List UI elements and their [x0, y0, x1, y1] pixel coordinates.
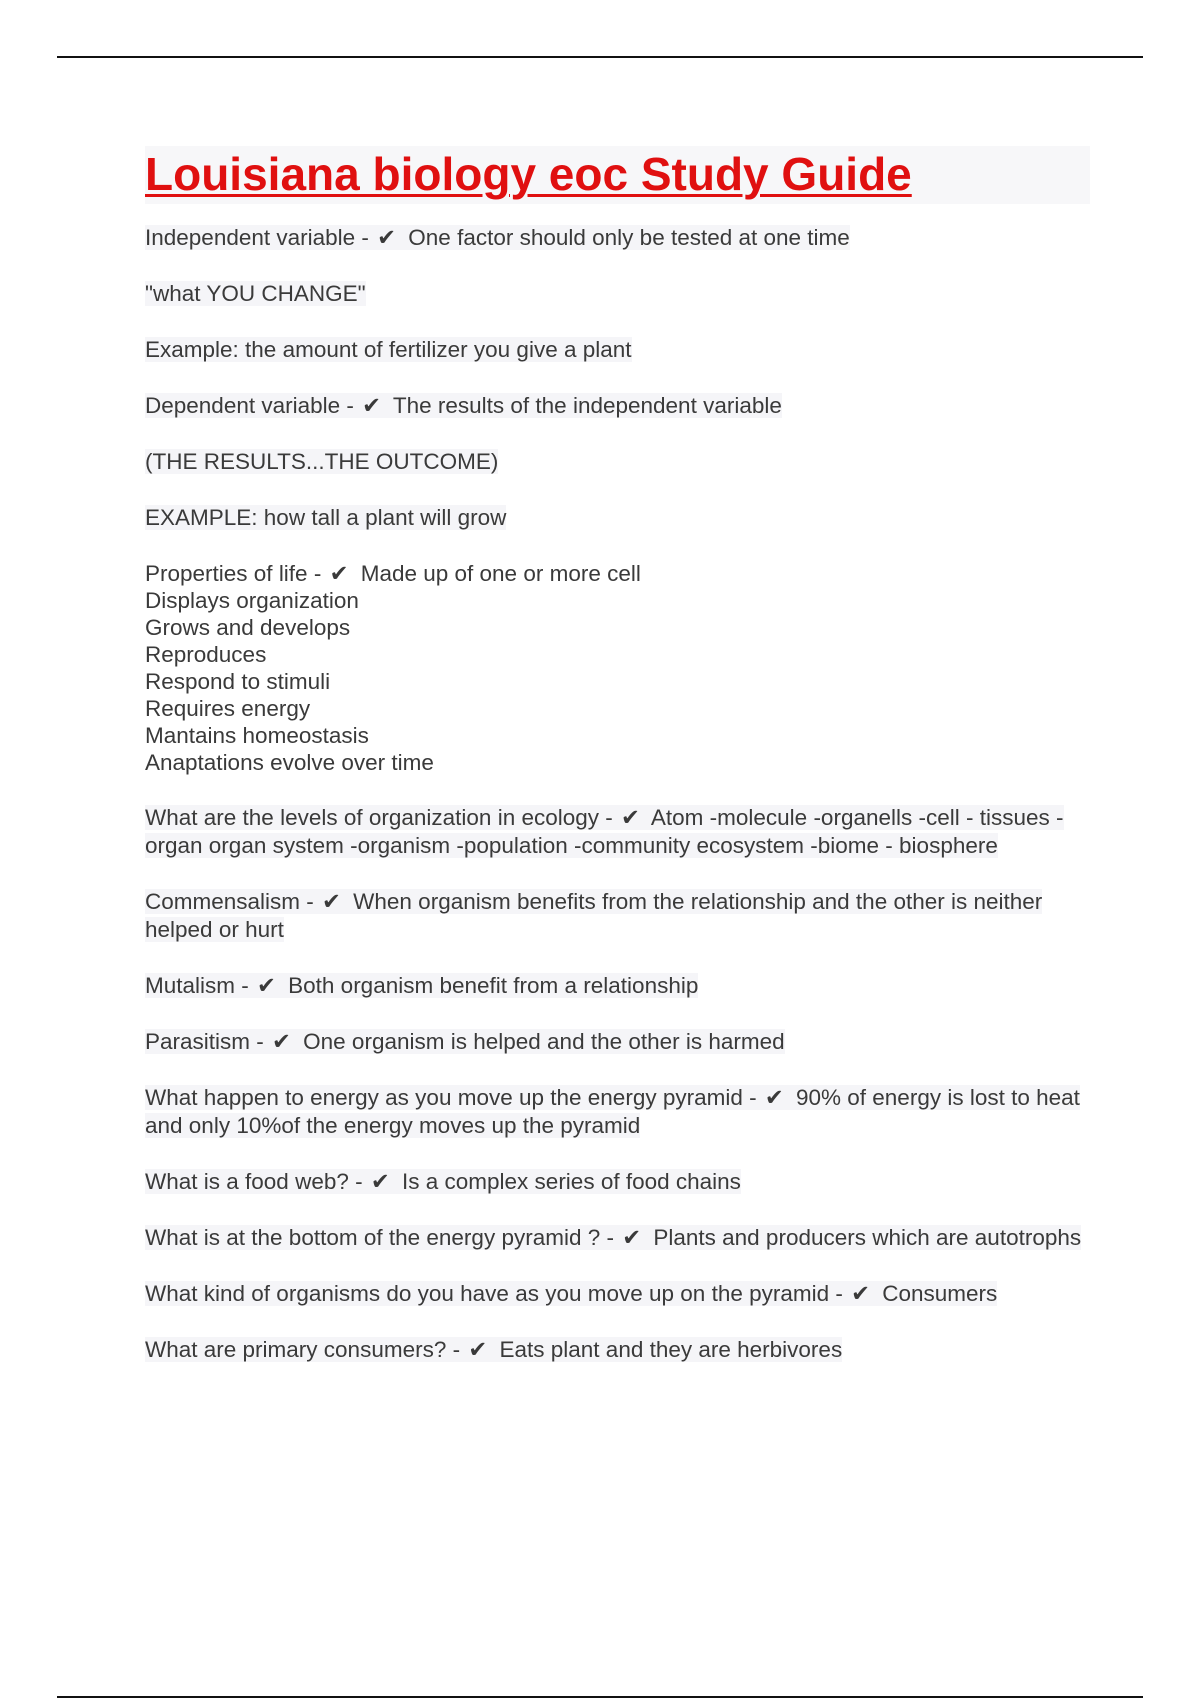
entry-levels-of-organization: [145, 804, 1090, 860]
check-icon: ✔: [851, 1281, 870, 1306]
answer-text: When organism benefits from the relationship and the other is neither helped or hurt: [145, 889, 1043, 942]
list-item: Respond to stimuli: [145, 669, 331, 694]
top-rule: [57, 56, 1143, 58]
entry-text: "what YOU CHANGE": [145, 281, 366, 306]
entry-text: EXAMPLE: how tall a plant will grow: [145, 505, 507, 530]
entry-independent-variable: [145, 224, 1090, 252]
separator: -: [307, 561, 328, 586]
title-banner: [145, 146, 1090, 204]
separator: -: [300, 889, 321, 914]
entry-dependent-variable: [145, 392, 1090, 420]
answer-text: Plants and producers which are autotrophs: [653, 1225, 1082, 1250]
term-label: Parasitism: [145, 1029, 251, 1054]
entry-text: Example: the amount of fertilizer you give a plant: [145, 337, 632, 362]
term-label: Commensalism: [145, 889, 301, 914]
check-icon: ✔: [622, 1225, 642, 1250]
answer-text: One factor should only be tested at one time: [408, 225, 850, 250]
entry-food-web: [145, 1168, 1090, 1196]
term-label: What are primary consumers?: [145, 1337, 447, 1362]
entry-primary-consumers: [145, 1336, 1090, 1364]
answer-text: Made up of one or more cell: [360, 561, 641, 586]
entry-parasitism: [145, 1028, 1090, 1056]
check-icon: ✔: [370, 1169, 390, 1194]
entry-commensalism: [145, 888, 1090, 944]
term-label: Mutalism: [145, 973, 236, 998]
term-label: What is a food web?: [145, 1169, 349, 1194]
term-label: What kind of organisms do you have as you move up on the pyramid: [145, 1281, 830, 1306]
check-icon: ✔: [468, 1337, 488, 1362]
entry-mutalism: [145, 972, 1090, 1000]
entry-results-outcome: [145, 448, 1090, 476]
term-label: Independent variable: [145, 225, 356, 250]
entry-example-plant-grow: [145, 504, 1090, 532]
document-body: [145, 146, 1090, 1392]
entry-text: (THE RESULTS...THE OUTCOME): [145, 449, 499, 474]
list-item: Mantains homeostasis: [145, 723, 369, 748]
check-icon: ✔: [257, 973, 276, 998]
separator: -: [599, 805, 620, 830]
separator: -: [250, 1029, 271, 1054]
term-label: What are the levels of organization in ecology: [145, 805, 600, 830]
separator: -: [355, 225, 376, 250]
entry-what-you-change: [145, 280, 1090, 308]
separator: -: [829, 1281, 850, 1306]
bottom-rule: [57, 1696, 1143, 1698]
entry-energy-pyramid: [145, 1084, 1090, 1140]
separator: -: [742, 1085, 763, 1110]
separator: -: [600, 1225, 621, 1250]
check-icon: ✔: [377, 225, 397, 250]
separator: -: [340, 393, 361, 418]
list-item: Anaptations evolve over time: [145, 750, 434, 775]
list-item: Grows and develops: [145, 615, 351, 640]
answer-text: Eats plant and they are herbivores: [499, 1337, 843, 1362]
separator: -: [446, 1337, 467, 1362]
term-label: What is at the bottom of the energy pyramid ?: [145, 1225, 601, 1250]
check-icon: ✔: [764, 1085, 784, 1110]
separator: -: [235, 973, 256, 998]
list-item: Displays organization: [145, 588, 359, 613]
check-icon: ✔: [329, 561, 349, 586]
check-icon: ✔: [621, 805, 640, 830]
check-icon: ✔: [322, 889, 341, 914]
check-icon: ✔: [272, 1029, 291, 1054]
check-icon: ✔: [362, 393, 381, 418]
answer-text: Is a complex series of food chains: [402, 1169, 741, 1194]
answer-text: Atom -molecule -organells -cell - tissues -organ organ system -organism -population -community ecosystem -biome - biosphere: [145, 805, 1064, 858]
entry-properties-of-life: [145, 560, 1090, 776]
list-header: [145, 560, 1090, 587]
page-title: Louisiana biology eoc Study Guide: [145, 148, 912, 200]
answer-text: 90% of energy is lost to heat and only 10%of the energy moves up the pyramid: [145, 1085, 1080, 1138]
list-item: Requires energy: [145, 696, 311, 721]
separator: -: [348, 1169, 369, 1194]
list-item: Reproduces: [145, 642, 267, 667]
answer-text: The results of the independent variable: [392, 393, 782, 418]
term-label: What happen to energy as you move up the energy pyramid: [145, 1085, 743, 1110]
answer-text: One organism is helped and the other is harmed: [303, 1029, 785, 1054]
entry-pyramid-bottom: [145, 1224, 1090, 1252]
answer-text: Both organism benefit from a relationship: [288, 973, 699, 998]
term-label: Dependent variable: [145, 393, 341, 418]
term-label: Properties of life: [145, 561, 308, 586]
answer-text: Consumers: [882, 1281, 998, 1306]
entry-example-fertilizer: [145, 336, 1090, 364]
entry-move-up-pyramid: [145, 1280, 1090, 1308]
